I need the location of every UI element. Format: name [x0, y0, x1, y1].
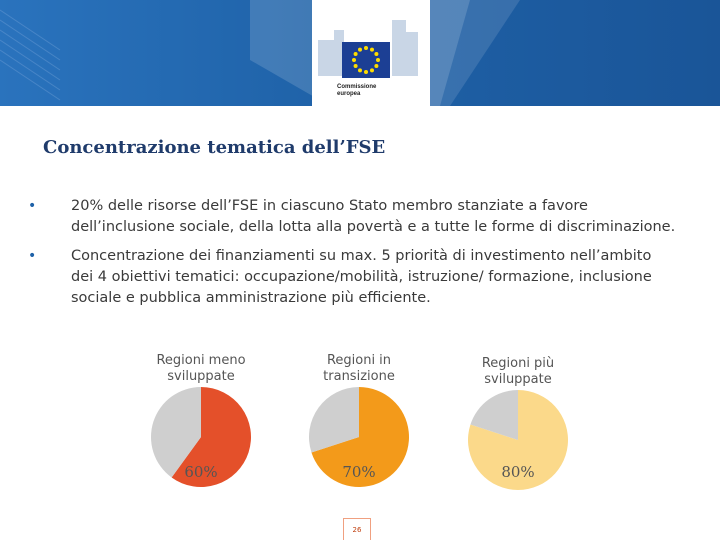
pie-chart-transition	[294, 353, 424, 513]
pie-title: Regioni meno sviluppate	[156, 353, 246, 384]
pie-chart-more-developed	[453, 356, 583, 516]
bullet-text: Concentrazione dei finanziamenti su max. 5 priorità di investimento nell’ambito dei 4 obiettivi tematici: occupazione/mobilità, istruzione/ formazione, inclusione sociale e pubblica amministrazione più efficiente.	[71, 248, 652, 306]
page-title: Concentrazione tematica dell’FSE	[43, 137, 386, 158]
pie-chart-less-developed	[136, 353, 266, 513]
bullet-list	[28, 196, 678, 317]
pie-value-label: 80%	[501, 463, 535, 481]
pie-value-label: 70%	[342, 463, 376, 481]
bullet-item	[28, 196, 678, 238]
bullet-text: 20% delle risorse dell’FSE in ciascuno Stato membro stanziate a favore dell’inclusione sociale, della lotta alla povertà e a tutte le forme di discriminazione.	[71, 198, 676, 235]
pie-title: Regioni in transizione	[323, 353, 395, 384]
header-banner	[0, 0, 720, 106]
pie-title: Regioni più sviluppate	[481, 356, 555, 387]
bullet-icon: •	[28, 248, 37, 264]
bullet-item	[28, 246, 678, 309]
logo-text: Commissione europea	[337, 84, 377, 97]
bullet-icon: •	[28, 198, 37, 214]
pie-value-label: 60%	[184, 463, 218, 481]
page-number: 26	[343, 518, 371, 540]
